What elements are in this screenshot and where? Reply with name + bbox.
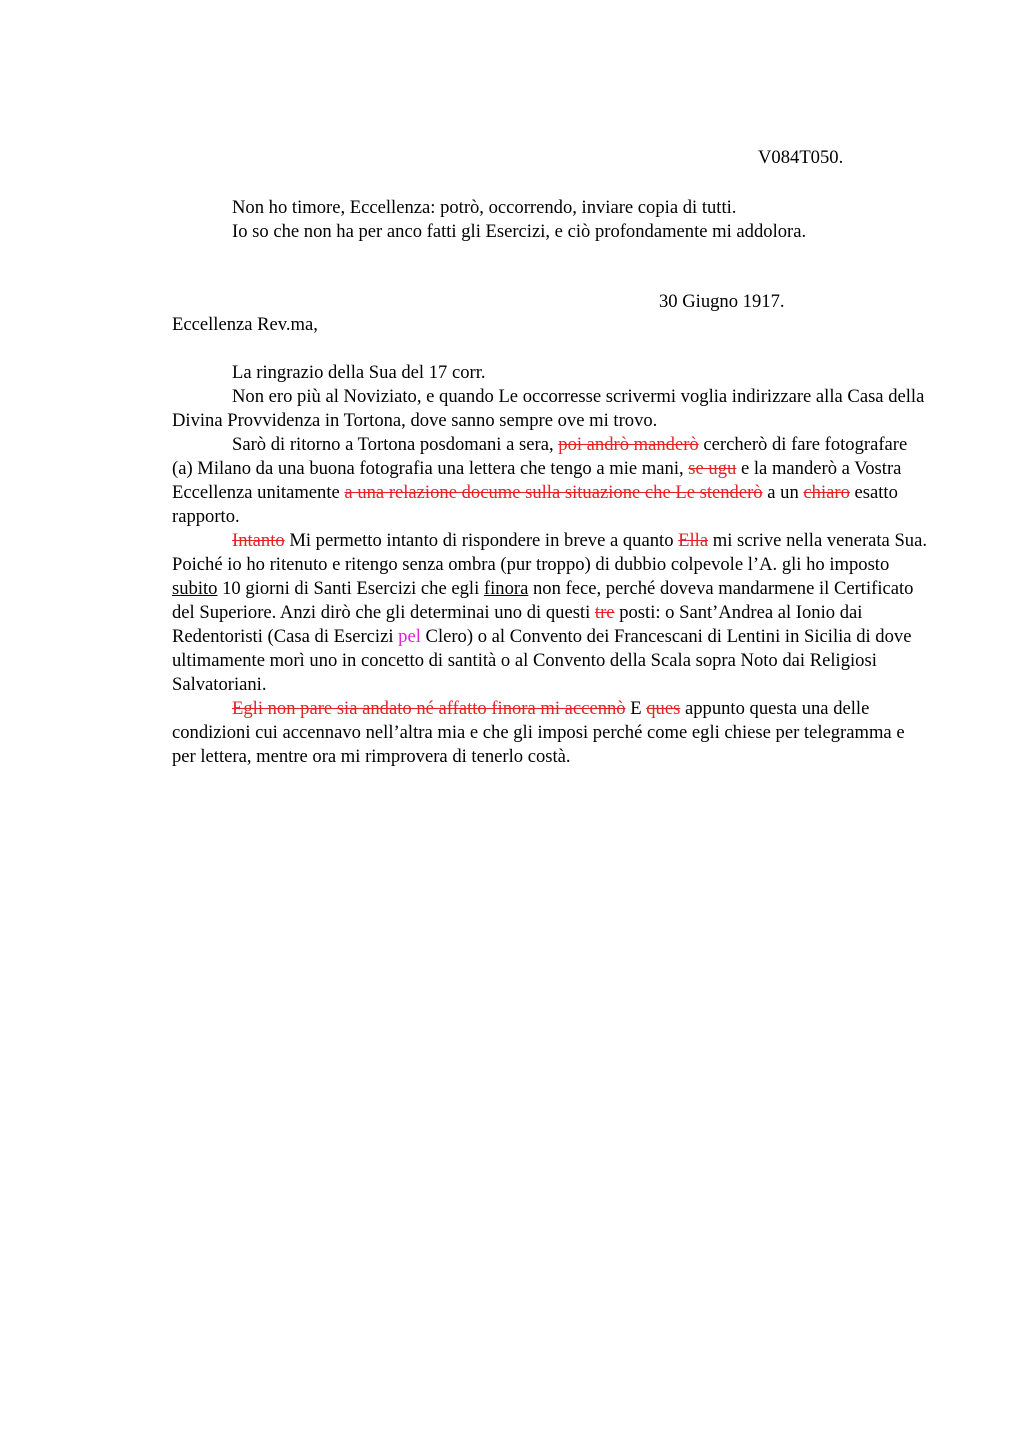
paragraph-5 <box>172 697 932 769</box>
deleted-text: Egli non pare sia andato né affatto finora mi accennò <box>232 698 626 719</box>
text: Mi permetto intanto di rispondere in breve a quanto <box>284 530 679 551</box>
deleted-text: se ugu <box>688 458 737 479</box>
text: mi scrive nella venerata Sua. Poiché io ho ritenuto e ritengo senza ombra (pur troppo) di dubbio colpevole l’A. gli ho imposto <box>172 530 927 575</box>
paragraph-3 <box>172 433 932 529</box>
text: posti: o Sant’Andrea al Ionio dai Redentoristi (Casa di Esercizi <box>172 602 863 647</box>
intro-block <box>172 196 932 244</box>
deleted-text: Ella <box>678 530 709 551</box>
text: cercherò di fare fotografare (a) Milano da una buona fotografia una lettera che tengo a mie mani, <box>172 434 908 479</box>
text: 10 giorni di Santi Esercizi che egli <box>217 578 484 599</box>
paragraph-4 <box>172 529 932 697</box>
inserted-text: pel <box>398 626 421 647</box>
letter-body <box>172 361 932 769</box>
document-code: V084T050. <box>758 147 844 168</box>
deleted-text: Intanto <box>232 530 285 551</box>
intro-line: Io so che non ha per anco fatti gli Esercizi, e ciò profondamente mi addolora. <box>232 221 807 242</box>
underlined-text: subito <box>172 578 218 599</box>
text: e la manderò a Vostra Eccellenza unitamente <box>172 458 902 503</box>
text: Sarò di ritorno a Tortona posdomani a sera, <box>232 434 559 455</box>
intro-line: Non ho timore, Eccellenza: potrò, occorrendo, inviare copia di tutti. <box>232 197 737 218</box>
text: esatto rapporto. <box>172 482 898 527</box>
letter-date: 30 Giugno 1917. <box>659 291 785 312</box>
deleted-text: chiaro <box>803 482 850 503</box>
text: a un <box>762 482 804 503</box>
text: E <box>625 698 647 719</box>
deleted-text: tre <box>594 602 615 623</box>
paragraph-1: La ringrazio della Sua del 17 corr. <box>232 362 486 383</box>
salutation: Eccellenza Rev.ma, <box>172 314 318 335</box>
text: Clero) o al Convento dei Francescani di Lentini in Sicilia di dove ultimamente morì uno in concetto di santità o al Convento della Scala sopra Noto dai Religiosi Salvatoriani. <box>172 626 912 695</box>
underlined-text: finora <box>483 578 529 599</box>
text: non fece, perché doveva mandarmene il Certificato del Superiore. Anzi dirò che gli determinai uno di questi <box>172 578 914 623</box>
paragraph-2: Non ero più al Noviziato, e quando Le occorresse scrivermi voglia indirizzare alla Casa della Divina Provvidenza in Tortona, dove sanno sempre ove mi trovo. <box>172 386 925 431</box>
text: appunto questa una delle condizioni cui accennavo nell’altra mia e che gli imposi perché come egli chiese per telegramma e per lettera, mentre ora mi rimprovera di tenerlo costà. <box>172 698 905 767</box>
deleted-text: a una relazione docume sulla situazione che Le stenderò <box>344 482 763 503</box>
deleted-text: ques <box>646 698 681 719</box>
deleted-text: poi andrò manderò <box>558 434 699 455</box>
